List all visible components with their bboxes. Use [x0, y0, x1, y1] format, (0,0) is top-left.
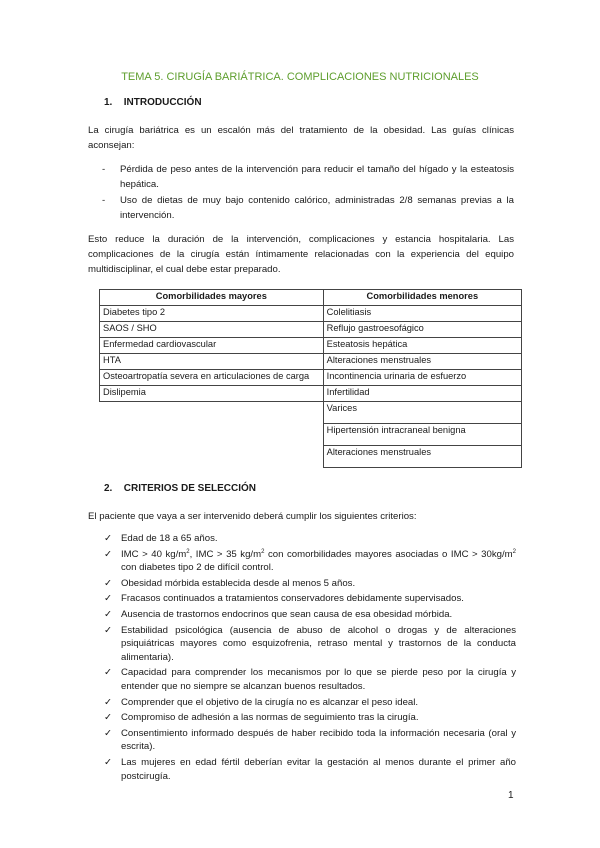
section-heading-introduccion [104, 97, 202, 108]
list-item [104, 727, 516, 754]
table-row [100, 322, 522, 338]
list-item-text: Pérdida de peso antes de la intervención para reducir el tamaño del hígado y la esteatosis hepática. [120, 164, 514, 190]
table-cell: Diabetes tipo 2 [100, 306, 324, 322]
table-row [100, 370, 522, 386]
list-item-text: Capacidad para comprender los mecanismos por lo que se pierde peso por la cirugía y entender que no siempre se alcanzan buenos resultados. [121, 667, 516, 692]
checkmark-icon: ✓ [104, 533, 113, 544]
table-cell: Dislipemia [100, 386, 324, 402]
table-cell: Osteoartropatía severa en articulaciones de carga [100, 370, 324, 386]
document-title: TEMA 5. CIRUGÍA BARIÁTRICA. COMPLICACIONES NUTRICIONALES [121, 71, 479, 83]
section-title: INTRODUCCIÓN [123, 97, 202, 108]
table-cell: Enfermedad cardiovascular [100, 338, 324, 354]
list-item-text: Comprender que el objetivo de la cirugía no es alcanzar el peso ideal. [121, 696, 419, 708]
list-item-text: Estabilidad psicológica (ausencia de abuso de alcohol o drogas y de alteraciones psiquiátricas mayores como esquizofrenia, retraso mental y trastornos de la conducta alimentaria). [121, 624, 516, 663]
column-header: Comorbilidades menores [323, 290, 521, 306]
column-header: Comorbilidades mayores [100, 290, 324, 306]
table-cell-empty [100, 424, 324, 446]
list-item [104, 711, 516, 725]
list-item-text: Consentimiento informado después de haber recibido toda la información necesaria (oral y escrita). [121, 727, 516, 753]
section-number: 1. [104, 97, 113, 108]
checkmark-icon: ✓ [104, 548, 113, 560]
checkmark-icon: ✓ [104, 696, 113, 708]
table-header-row [100, 290, 522, 306]
list-item-text: IMC > 40 $kg/m^2$, IMC > 35 $kg/m^2$ con comorbilidades mayores asociadas o IMC > $30kg/m^2$ con diabetes tipo 2 de difícil control. [121, 548, 516, 574]
table-cell: Hipertensión intracraneal benigna [323, 424, 521, 446]
checkmark-icon: ✓ [104, 756, 113, 768]
list-item [104, 532, 516, 546]
list-item-text: Edad de 18 a 65 años. [121, 533, 218, 544]
list-item [104, 624, 516, 665]
table-cell: Varices [323, 402, 521, 424]
table-cell: Colelitiasis [323, 306, 521, 322]
section-heading-criterios [104, 483, 256, 494]
intro-paragraph: La cirugía bariátrica es un escalón más del tratamiento de la obesidad. Las guías clínicas aconsejan: [88, 125, 514, 151]
comorbidities-table [99, 289, 522, 468]
list-item [104, 756, 516, 783]
checkmark-icon: ✓ [104, 577, 113, 589]
table-row [100, 354, 522, 370]
list-item [104, 666, 516, 693]
checkmark-icon: ✓ [104, 608, 113, 620]
section-number: 2. [104, 483, 113, 494]
dash-marker: - [102, 164, 106, 175]
list-item [88, 193, 514, 223]
table-cell-empty [100, 402, 324, 424]
table-cell: Alteraciones menstruales [323, 354, 521, 370]
table-row [100, 424, 522, 446]
checkmark-icon: ✓ [104, 667, 113, 679]
table-row [100, 446, 522, 468]
list-item-text: Fracasos continuados a tratamientos conservadores debidamente supervisados. [121, 593, 464, 605]
section-title: CRITERIOS DE SELECCIÓN [123, 483, 257, 494]
criteria-list [104, 532, 516, 785]
list-item-text: Ausencia de trastornos endocrinos que sean causa de esa obesidad mórbida. [121, 608, 453, 620]
table-cell-empty [100, 446, 324, 468]
list-item-text: Las mujeres en edad fértil deberían evitar la gestación al menos durante el primer año postcirugía. [121, 756, 516, 782]
table-cell: HTA [100, 354, 324, 370]
checkmark-icon: ✓ [104, 727, 113, 739]
page-number: 1 [508, 790, 514, 801]
list-item [104, 577, 516, 591]
list-item [104, 592, 516, 606]
criteria-intro: El paciente que vaya a ser intervenido deberá cumplir los siguientes criterios: [88, 511, 417, 522]
list-item [104, 696, 516, 710]
intro-bullet-list [88, 162, 514, 224]
checkmark-icon: ✓ [104, 712, 113, 724]
table-row [100, 386, 522, 402]
table-cell: Alteraciones menstruales [323, 446, 521, 468]
list-item-text: Compromiso de adhesión a las normas de seguimiento tras la cirugía. [121, 712, 419, 724]
table-cell: Incontinencia urinaria de esfuerzo [323, 370, 521, 386]
list-item-text: Obesidad mórbida establecida desde al menos 5 años. [121, 577, 356, 589]
list-item [88, 162, 514, 192]
list-item [104, 548, 516, 575]
list-item [104, 608, 516, 622]
table-row [100, 402, 522, 424]
table-cell: Esteatosis hepática [323, 338, 521, 354]
table-cell: Reflujo gastroesofágico [323, 322, 521, 338]
checkmark-icon: ✓ [104, 624, 113, 636]
list-item-text: Uso de dietas de muy bajo contenido calórico, administradas 2/8 semanas previas a la intervención. [120, 195, 514, 221]
table-cell: SAOS / SHO [100, 322, 324, 338]
checkmark-icon: ✓ [104, 593, 113, 605]
second-paragraph: Esto reduce la duración de la intervención, complicaciones y estancia hospitalaria. Las complicaciones de la cirugía están íntimamente relacionadas con la experiencia del equipo multidisciplinar, el cual debe estar preparado. [88, 234, 514, 275]
table-cell: Infertilidad [323, 386, 521, 402]
table-row [100, 338, 522, 354]
dash-marker: - [102, 195, 106, 206]
table-row [100, 306, 522, 322]
